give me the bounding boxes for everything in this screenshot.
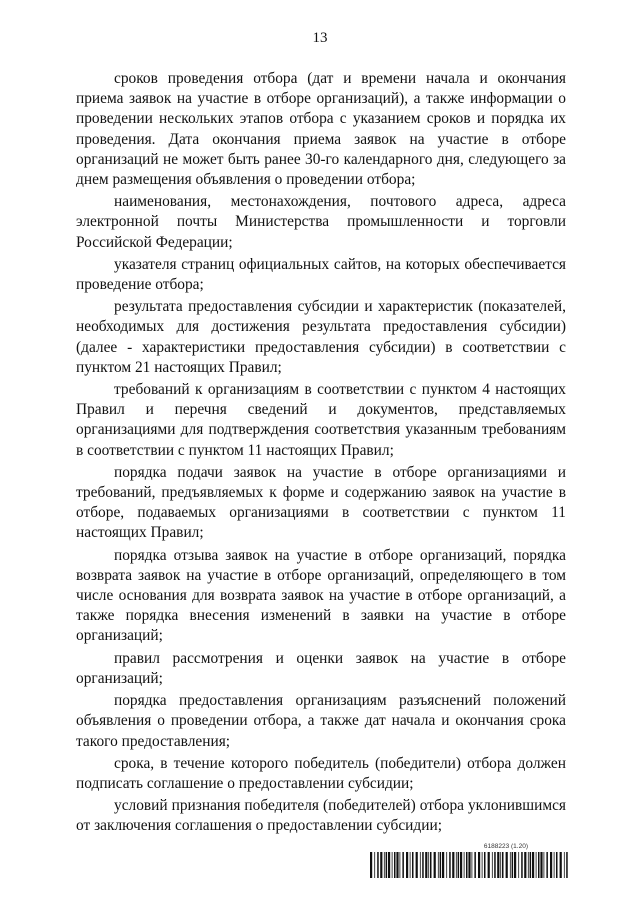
barcode-bar (412, 852, 414, 878)
barcode-bar (521, 852, 523, 878)
barcode-bar (392, 852, 393, 878)
paragraph-evasion-conditions: условий признания победителя (победителей) отбора уклонившимся от заключения соглашения о предоставлении субсидии; (76, 797, 566, 835)
barcode-bar (538, 852, 540, 878)
barcode-bar (530, 852, 532, 878)
paragraph-clarification-procedure: порядка предоставления организациям разъяснений положений объявления о проведении отбора, а также дат начала и окончания срока такого предоставления; (76, 692, 566, 750)
barcode-bar (518, 852, 519, 878)
barcode-bar (506, 852, 508, 878)
barcode-bar (380, 852, 382, 878)
barcode-bar (497, 852, 499, 878)
barcode-bar (400, 852, 401, 878)
barcode-bar (566, 852, 568, 878)
barcode-bar (494, 852, 496, 878)
paragraph-website-pointer: указателя страниц официальных сайтов, на которых обеспечивается проведение отбора; (76, 255, 566, 294)
paragraph-subsidy-result: результата предоставления субсидии и характеристик (показателей, необходимых для достижения результата предоставления субсидии) (далее - характеристики предоставления субсидии) в соответствии с пунктом 21 настоящих Правил; (76, 298, 566, 376)
barcode-bar (374, 852, 375, 878)
barcode-bar (456, 852, 457, 878)
barcode-bar (406, 852, 408, 878)
barcode-bar (550, 852, 552, 878)
barcode-bar (468, 852, 470, 878)
barcode-bar (492, 852, 493, 878)
barcode-bar (466, 852, 468, 878)
barcode-bar (370, 852, 372, 878)
barcode-bar (428, 852, 429, 878)
barcode-bar (458, 852, 460, 878)
barcode-bar (484, 852, 486, 878)
barcode-bar (442, 852, 444, 878)
barcode-bar (464, 852, 465, 878)
paragraph-application-procedure: порядка подачи заявок на участие в отборе организациями и требований, предъявляемых к форме и содержанию заявок на участие в отборе, подаваемых организациями в соответствии с пунктом 11 настоящих Правил; (76, 463, 566, 542)
paragraph-evaluation-rules: правил рассмотрения и оценки заявок на участие в отборе организаций; (76, 649, 566, 687)
paragraph-withdrawal-procedure: порядка отзыва заявок на участие в отборе организаций, порядка возврата заявок на участие в отборе организаций, определяющего в том числе основания для возврата заявок на участие в отборе организаций, а также порядка внесения изменений в заявки на участие в отборе организаций; (76, 546, 566, 645)
barcode-bar (478, 852, 480, 878)
barcode-bar (377, 852, 379, 878)
barcode-bar (396, 852, 398, 878)
barcode-bar (544, 852, 545, 878)
barcode-bar (482, 852, 483, 878)
barcode-bar (524, 852, 526, 878)
barcode-bar (510, 852, 511, 878)
barcode-bar (438, 852, 439, 878)
barcode-bar (540, 852, 542, 878)
paragraph-signing-deadline: срока, в течение которого победитель (победители) отбора должен подписать соглашение о предоставлении субсидии; (76, 754, 566, 792)
paragraph-ministry-address: наименования, местонахождения, почтового адреса, адреса электронной почты Министерства промышленности и торговли Российской Федерации; (76, 193, 566, 251)
barcode-bar (410, 852, 411, 878)
barcode-bar (402, 852, 404, 878)
barcode-bar (472, 852, 473, 878)
barcode-bar (500, 852, 501, 878)
barcode-bar (460, 852, 462, 878)
barcode-bar (440, 852, 442, 878)
barcode-bar (446, 852, 447, 878)
barcode-bar (420, 852, 421, 878)
barcode-bar (560, 852, 562, 878)
barcode-bar (449, 852, 451, 878)
barcode-bar (386, 852, 388, 878)
barcode-bar (434, 852, 436, 878)
paragraph-organization-requirements: требований к организациям в соответствии с пунктом 4 настоящих Правил и перечня сведений и документов, представляемых организациями для подтверждения соответствия указанным требованиям в соответствии с пунктом 11 настоящих Правил; (76, 381, 566, 459)
barcode-bar (416, 852, 418, 878)
barcode-bar (425, 852, 427, 878)
paragraph-deadlines: сроков проведения отбора (дат и времени начала и окончания приема заявок на участие в отборе организаций), а также информации о проведении нескольких этапов отбора с указанием сроков и порядка их проведения. Дата окончания приема заявок на участие в отборе организаций не может быть ранее 30-го календарного дня, следующего за днем размещения объявления о проведении отбора; (76, 70, 566, 189)
document-barcode (370, 843, 570, 879)
barcode-bar (430, 852, 432, 878)
barcode-bar (546, 852, 548, 878)
barcode-bar (394, 852, 396, 878)
barcode-bar (536, 852, 537, 878)
barcode-bar (488, 852, 490, 878)
page-number: 13 (312, 30, 328, 46)
barcode-bar (564, 852, 565, 878)
barcode-bar (422, 852, 424, 878)
barcode-code-label: 6188223 (1.20) (483, 843, 528, 850)
barcode-bar (554, 852, 555, 878)
barcode-bar (474, 852, 476, 878)
barcode-bar (384, 852, 385, 878)
barcode-icon (370, 852, 570, 878)
barcode-bar (512, 852, 513, 878)
barcode-bar (532, 852, 534, 878)
barcode-bar (452, 852, 454, 878)
barcode-bar (388, 852, 390, 878)
barcode-bar (514, 852, 516, 878)
barcode-bar (556, 852, 558, 878)
document-body (76, 69, 566, 839)
barcode-bar (528, 852, 529, 878)
barcode-bar (502, 852, 504, 878)
